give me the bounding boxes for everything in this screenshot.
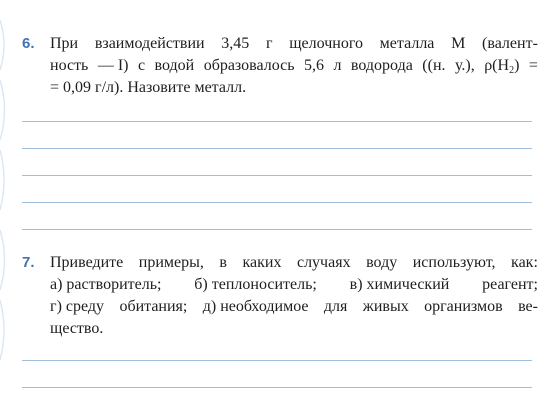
- answer-line[interactable]: [22, 95, 532, 122]
- task-6: [22, 33, 538, 99]
- answer-line[interactable]: [22, 334, 532, 361]
- answer-line[interactable]: [22, 149, 532, 176]
- task-number: 6.: [22, 35, 35, 52]
- subscript: 2: [509, 65, 515, 76]
- task-text-line: щество.: [50, 320, 104, 337]
- answer-line[interactable]: [22, 203, 532, 230]
- task-7: [22, 252, 538, 340]
- task-text-line: Приведите примеры, в каких случаях воду используют, как:: [50, 254, 538, 271]
- answer-lines-task-6: [22, 95, 532, 230]
- answer-line[interactable]: [22, 122, 532, 149]
- answer-line[interactable]: [22, 361, 532, 388]
- task-text-line: = 0,09 г/л). Назовите металл.: [50, 79, 247, 96]
- page-edge-decoration: [0, 0, 14, 413]
- task-text-line: г) среду обитания; д) необходимое для живых организмов ве-: [50, 298, 538, 315]
- task-text: [50, 33, 538, 99]
- answer-line[interactable]: [22, 176, 532, 203]
- task-text-line: а) растворитель; б) теплоноситель; в) химический реагент;: [50, 276, 538, 293]
- answer-lines-task-7: [22, 334, 532, 388]
- task-text-line: При взаимодействии 3,45 г щелочного металла М (валент-: [50, 35, 538, 52]
- task-text: [50, 252, 538, 340]
- task-text-line: ность — I) с водой образовалось 5,6 л водорода ((н. у.), $\rho(Н_2)$ =: [50, 57, 538, 76]
- task-number: 7.: [22, 254, 35, 271]
